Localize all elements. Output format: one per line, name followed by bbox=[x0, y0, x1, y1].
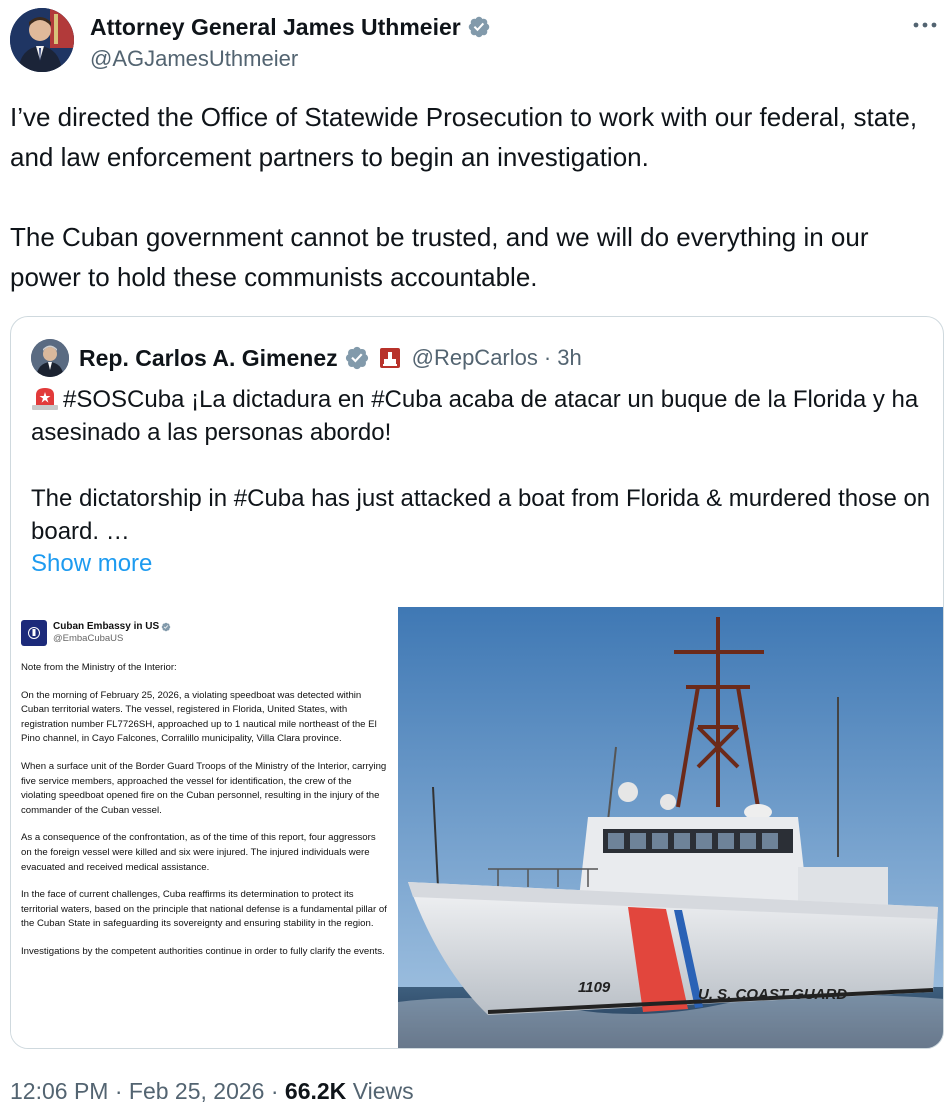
more-options-icon[interactable] bbox=[910, 10, 940, 40]
show-more-link[interactable]: Show more bbox=[31, 550, 153, 577]
quoted-tweet-paragraph bbox=[31, 383, 931, 449]
footer-dot: · bbox=[270, 1078, 279, 1104]
quoted-tweet-header bbox=[31, 339, 582, 377]
footer-dot: · bbox=[114, 1078, 123, 1104]
gray-verified-badge-icon[interactable] bbox=[467, 15, 491, 39]
tweet-date[interactable]: Feb 25, 2026 bbox=[128, 1078, 265, 1104]
author-display-name-text[interactable]: Attorney General James Uthmeier bbox=[90, 14, 461, 40]
embassy-logo-icon bbox=[21, 620, 47, 646]
views-label: Views bbox=[352, 1078, 414, 1104]
tweet-text bbox=[10, 97, 935, 297]
note-paragraph: In the face of current challenges, Cuba reaffirms its determination to protect its territorial waters, based on the principle that national defense is a fundamental pillar of the Cuban State in safeguarding its sovereignty and ensuring stability in the region. bbox=[21, 889, 387, 930]
embassy-name-text: Cuban Embassy in US bbox=[53, 621, 160, 632]
hull-text: U. S. COAST GUARD bbox=[698, 986, 848, 1003]
quoted-tweet-paragraph-text: #SOSCuba ¡La dictadura en #Cuba acaba de atacar un buque de la Florida y ha asesinado a las personas abordo! bbox=[31, 386, 919, 446]
tweet-header bbox=[10, 8, 940, 78]
note-paragraph: Investigations by the competent authorities continue in order to fully clarify the events. bbox=[21, 945, 385, 957]
author-names bbox=[90, 12, 491, 74]
note-paragraph: When a surface unit of the Border Guard Troops of the Ministry of the Interior, carrying five service members, approached the vessel for identification, the crew of the violating speedboat opened fire on the Cuban personnel, resulting in the injury of the commander of the Cuban vessel. bbox=[21, 760, 387, 816]
views-count[interactable]: 66.2K bbox=[284, 1078, 347, 1104]
tweet-paragraph: I’ve directed the Office of Statewide Prosecution to work with our federal, state, and law enforcement partners to begin an investigation. bbox=[10, 102, 918, 172]
quoted-tweet-card[interactable] bbox=[10, 316, 944, 1049]
note-paragraph: As a consequence of the confrontation, as of the time of this report, four aggressors on the foreign vessel were killed and six were injured. The injured individuals were evacuated and received medical assistance. bbox=[21, 832, 376, 873]
quoted-author-avatar[interactable] bbox=[31, 339, 69, 377]
tweet-footer bbox=[10, 1074, 414, 1108]
tweet-paragraph: The Cuban government cannot be trusted, and we will do everything in our power to hold these communists accountable. bbox=[10, 222, 869, 292]
author-display-name[interactable] bbox=[90, 12, 491, 42]
siren-emoji-icon bbox=[31, 385, 59, 411]
coast-guard-ship-photo[interactable] bbox=[398, 607, 944, 1049]
tweet-time[interactable]: 12:06 PM bbox=[10, 1078, 109, 1104]
embassy-note-text bbox=[21, 661, 387, 960]
meta-separator: · bbox=[543, 345, 552, 370]
note-paragraph: Note from the Ministry of the Interior: bbox=[21, 662, 177, 673]
embassy-note-image[interactable] bbox=[11, 607, 395, 1049]
embassy-header bbox=[21, 619, 387, 647]
gray-verified-badge-icon bbox=[161, 622, 171, 632]
quoted-author-handle[interactable]: @RepCarlos bbox=[411, 345, 538, 370]
author-handle[interactable]: @AGJamesUthmeier bbox=[90, 46, 299, 71]
hull-number: 1109 bbox=[578, 979, 611, 996]
gray-verified-badge-icon[interactable] bbox=[344, 345, 370, 371]
quoted-author-name[interactable]: Rep. Carlos A. Gimenez bbox=[79, 344, 338, 371]
us-capitol-flag-icon bbox=[380, 348, 400, 368]
quoted-tweet-paragraph: The dictatorship in #Cuba has just attacked a boat from Florida & murdered those on board. … bbox=[31, 485, 931, 545]
quoted-tweet-time[interactable]: 3h bbox=[557, 345, 582, 370]
quoted-tweet-text bbox=[31, 383, 931, 548]
embassy-name bbox=[53, 621, 171, 633]
author-avatar[interactable] bbox=[10, 8, 74, 72]
embassy-handle: @EmbaCubaUS bbox=[53, 633, 124, 644]
note-paragraph: On the morning of February 25, 2026, a violating speedboat was detected within Cuban territorial waters. The vessel, registered in Florida, United States, with registration number FL7726SH, approached up to 1 nautical mile northeast of the El Pino channel, in Cayo Falcones, Corralillo municipality, Villa Clara province. bbox=[21, 689, 377, 745]
